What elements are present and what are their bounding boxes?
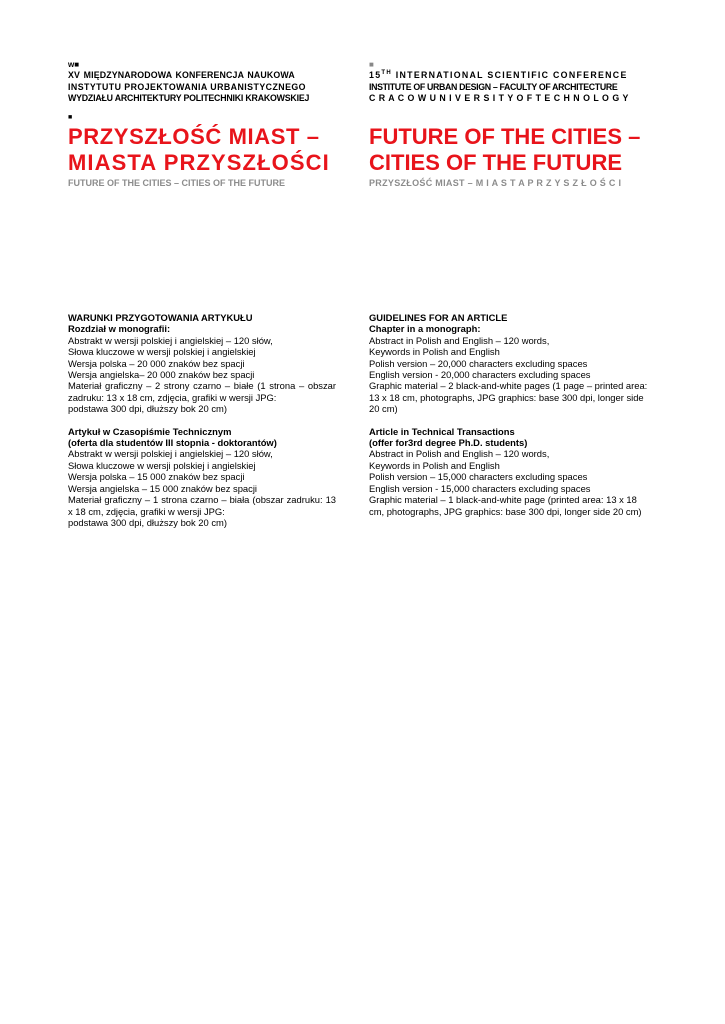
journal-block <box>369 426 653 517</box>
header-marker: ■ <box>369 60 374 69</box>
text-line: Wersja polska – 20 000 znaków bez spacji <box>68 357 245 369</box>
page-title-pl <box>68 124 330 176</box>
block-heading: Article in Technical Transactions <box>369 425 515 437</box>
section-title: WARUNKI PRZYGOTOWANIA ARTYKUŁU <box>68 312 253 323</box>
text-line: Graphic material – 1 black-and-white page (printed area: 13 x 18 cm, photographs, JPG graphics: base 300 dpi, longer side 20 cm) <box>369 494 642 517</box>
block-heading: Chapter in a monograph: <box>369 323 481 335</box>
edition-number: 15 <box>369 70 382 80</box>
page-title-en <box>369 124 640 176</box>
text-line: Słowa kluczowe w wersji polskiej i angielskiej <box>68 346 256 358</box>
guidelines-section-pl <box>68 312 336 539</box>
text-line: Polish version – 20,000 characters excluding spaces <box>369 357 588 369</box>
conference-header-en <box>369 70 629 105</box>
header-line: INSTITUTE OF URBAN DESIGN – FACULTY OF ARCHITECTURE <box>369 81 618 92</box>
text-line: Materiał graficzny – 1 strona czarno – biała (obszar zadruku: 13 x 18 cm, zdjęcia, grafiki w wersji JPG: <box>68 494 336 517</box>
block-heading: Artykuł w Czasopiśmie Technicznym <box>68 425 232 437</box>
guidelines-section-en <box>369 312 653 528</box>
text-line: Keywords in Polish and English <box>369 346 500 358</box>
section-title: GUIDELINES FOR AN ARTICLE <box>369 312 508 323</box>
header-line: C R A C O W U N I V E R S I T Y O F T E C H N O L O G Y <box>369 93 629 103</box>
header-text: INTERNATIONAL SCIENTIFIC CONFERENCE <box>392 70 628 80</box>
text-line: English version - 15,000 characters excluding spaces <box>369 482 591 494</box>
block-subheading: (oferta dla studentów III stopnia - doktorantów) <box>68 437 277 449</box>
text-line: Słowa kluczowe w wersji polskiej i angielskiej <box>68 459 256 471</box>
text-line: Materiał graficzny – 2 strony czarno – białe (1 strona – obszar zadruku: 13 x 18 cm, zdjęcia, grafiki w wersji JPG: <box>68 380 336 403</box>
subtitle-en: PRZYSZŁOŚĆ MIAST – M I A S T A P R Z Y S Z Ł O Ś C I <box>369 178 622 188</box>
text-line: Wersja polska – 15 000 znaków bez spacji <box>68 471 245 483</box>
header-line: XV MIĘDZYNARODOWA KONFERENCJA NAUKOWA <box>68 70 295 80</box>
text-line: podstawa 300 dpi, dłuższy bok 20 cm) <box>68 516 227 528</box>
text-line: Abstrakt w wersji polskiej i angielskiej – 120 słów, <box>68 334 273 346</box>
text-line: Keywords in Polish and English <box>369 459 500 471</box>
conference-header-pl <box>68 70 309 105</box>
monograph-block <box>369 323 653 414</box>
text-line: podstawa 300 dpi, dłuższy bok 20 cm) <box>68 403 227 415</box>
header-line: INSTYTUTU PROJEKTOWANIA URBANISTYCZNEGO <box>68 81 306 92</box>
text-line: English version - 20,000 characters excluding spaces <box>369 369 591 381</box>
title-marker: ■ <box>68 114 73 121</box>
text-line: Graphic material – 2 black-and-white pages (1 page – printed area: 13 x 18 cm, photographs, JPG graphics: base 300 dpi, longer side 20 cm) <box>369 380 648 415</box>
text-line: Abstrakt w wersji polskiej i angielskiej – 120 słów, <box>68 448 273 460</box>
title-line: FUTURE OF THE CITIES – <box>369 124 641 149</box>
journal-block <box>68 426 336 529</box>
text-line: Wersja angielska – 15 000 znaków bez spacji <box>68 482 257 494</box>
text-line: Abstract in Polish and English – 120 words, <box>369 448 550 460</box>
monograph-block <box>68 323 336 414</box>
title-line: CITIES OF THE FUTURE <box>369 150 622 175</box>
edition-suffix: TH <box>381 70 392 77</box>
block-subheading: (offer for3rd degree Ph.D. students) <box>369 437 528 449</box>
subtitle-pl: FUTURE OF THE CITIES – CITIES OF THE FUTURE <box>68 178 286 188</box>
header-marker: w■ <box>68 60 80 69</box>
block-heading: Rozdział w monografii: <box>68 323 171 335</box>
text-line: Polish version – 15,000 characters excluding spaces <box>369 471 588 483</box>
header-line: WYDZIAŁU ARCHITEKTURY POLITECHNIKI KRAKOWSKIEJ <box>68 93 310 103</box>
header-line <box>369 70 629 82</box>
text-line: Wersja angielska– 20 000 znaków bez spacji <box>68 369 255 381</box>
text-line: Abstract in Polish and English – 120 words, <box>369 334 550 346</box>
title-line: MIASTA PRZYSZŁOŚCI <box>68 150 330 175</box>
title-line: PRZYSZŁOŚĆ MIAST – <box>68 124 320 149</box>
